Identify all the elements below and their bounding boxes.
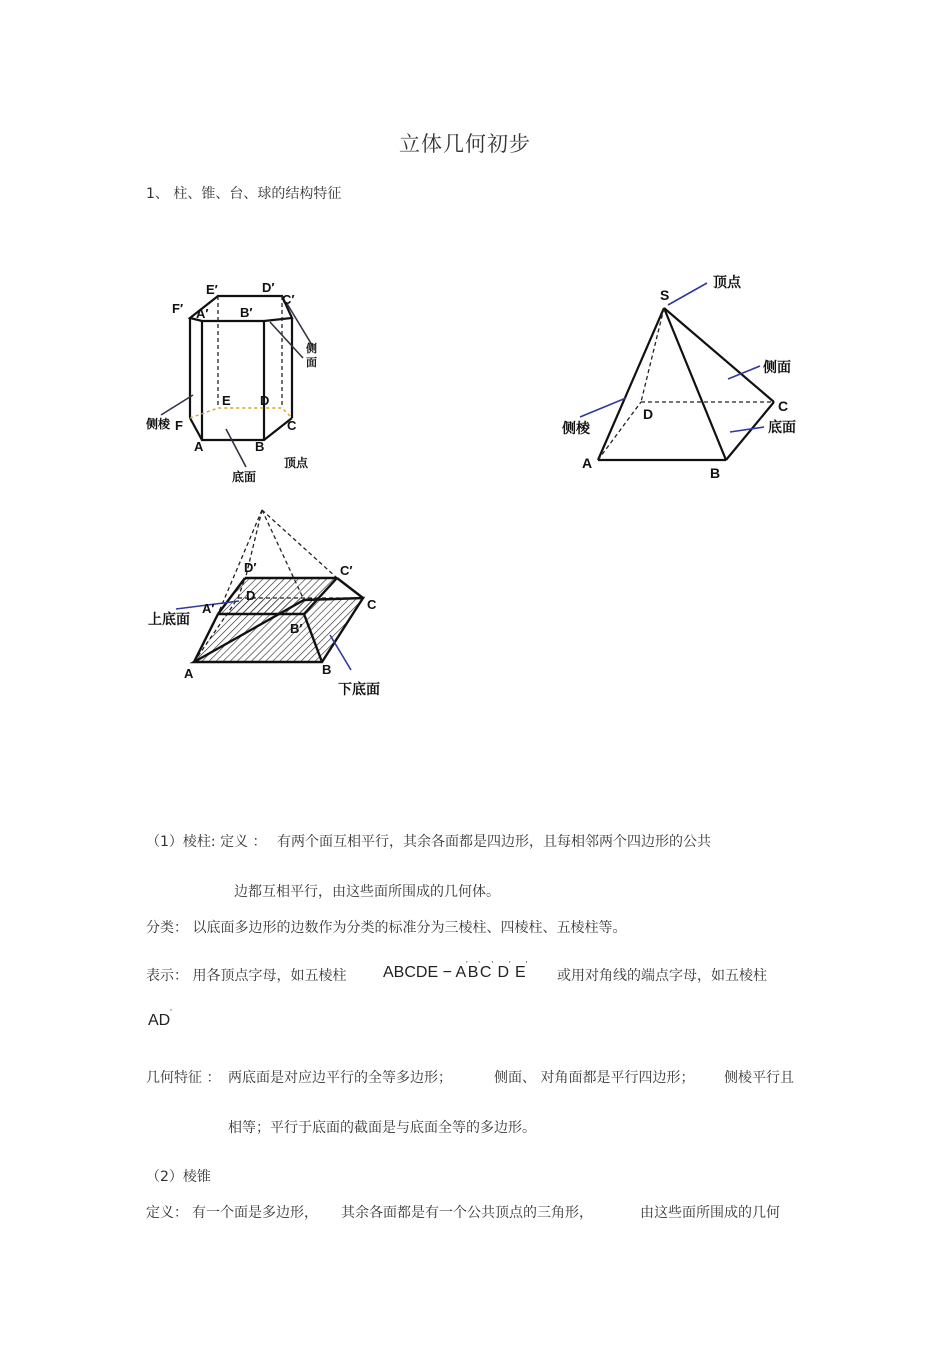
prism-feature-line2: 相等；平行于底面的截面是与底面全等的多边形。 [228, 1120, 536, 1136]
prime-mark: ' [491, 960, 493, 969]
prism-classification: 分类： 以底面多边形的边数作为分类的标准分为三棱柱、四棱柱、五棱柱等。 [146, 920, 627, 936]
frustum-label: B′ [290, 621, 303, 636]
pyramid-label: 顶点 [713, 275, 741, 291]
prism-feature-label: 几何特征 ： [146, 1070, 221, 1086]
prism-feature-b: 侧面、 对角面都是平行四边形； [494, 1070, 695, 1086]
pyramid-def-a: 有一个面是多边形， [192, 1205, 318, 1221]
prism-def-text: 有两个面互相平行，其余各面都是四边形，且每相邻两个四边形的公共 [276, 834, 711, 850]
pyramid-def-c: 由这些面所围成的几何 [640, 1205, 780, 1221]
prime-mark: ' [170, 1008, 172, 1017]
prism-notation-formula [383, 960, 528, 982]
formula-letter: B [467, 964, 479, 981]
prism-label: 底面 [232, 470, 257, 484]
pyramid-label: D [643, 406, 654, 422]
prism-feature-a: 两底面是对应边平行的全等多边形； [228, 1070, 452, 1086]
pyramid-label: 侧面 [763, 360, 791, 376]
pyramid-def-label: 定义： [146, 1205, 188, 1221]
section-heading: 1、 柱、锥、台、球的结构特征 [146, 186, 342, 202]
prime-mark: ' [466, 960, 468, 969]
prism-label: B′ [240, 305, 253, 320]
formula-letter: D [497, 964, 509, 981]
prism-label: D′ [262, 280, 275, 295]
frustum-figure [140, 500, 390, 710]
prism-label: C [287, 418, 297, 433]
prism-label: B [255, 439, 265, 454]
pyramid-labels [561, 274, 796, 481]
diag-letters: AD [148, 1012, 171, 1029]
pyramid-label: B [710, 465, 721, 481]
frustum-label: D [246, 588, 256, 603]
prism-feature-c: 侧棱平行且 [724, 1070, 794, 1086]
prime-mark: ' [525, 960, 528, 969]
prime-mark: ' [509, 960, 511, 969]
prism-label: 面 [306, 356, 317, 369]
prism-label: A [194, 439, 204, 454]
prism-label: F′ [172, 301, 184, 316]
frustum-label: B [322, 662, 332, 677]
prism-label: A′ [196, 306, 209, 321]
pyramid-label: 侧棱 [562, 421, 590, 437]
prism-notation-tail: 或用对角线的端点字母，如五棱柱 [557, 968, 767, 984]
prime-mark: ' [478, 960, 480, 969]
formula-head: ABCDE − A [383, 964, 467, 981]
frustum-label: 下底面 [338, 682, 380, 698]
prism-label: 侧棱 [146, 417, 171, 431]
pyramid-label: A [582, 455, 593, 471]
page-title: 立体几何初步 [399, 132, 531, 156]
prism-label: F [175, 418, 183, 433]
pyramid-def-b: 其余各面都是有一个公共顶点的三角形， [341, 1205, 593, 1221]
frustum-label: 上底面 [148, 612, 190, 628]
formula-letter: E [514, 964, 526, 981]
frustum-label: A [184, 666, 194, 681]
frustum-label: A′ [202, 601, 215, 616]
prism-label: C′ [282, 292, 295, 307]
prism-label: E [222, 393, 231, 408]
prism-label: 侧 [306, 342, 317, 355]
pyramid-figure [560, 270, 810, 485]
prism-diagonal-notation [148, 1008, 172, 1030]
prism-definition-line1 [146, 831, 711, 851]
frustum-label: D′ [244, 560, 257, 575]
prism-label: E′ [206, 282, 218, 297]
formula-letter: C [479, 964, 492, 981]
hexagonal-prism-figure [140, 270, 340, 490]
prism-definition-line2: 边都互相平行，由这些面所围成的几何体。 [234, 884, 500, 900]
frustum-label: C [367, 597, 377, 612]
prism-heading: （1）棱柱: 定义 ： [146, 834, 267, 850]
prism-label: 顶点 [284, 456, 309, 470]
pyramid-heading: （2）棱锥 [146, 1169, 211, 1185]
pyramid-label: 底面 [768, 420, 796, 436]
pyramid-label: S [660, 287, 670, 303]
prism-notation-label: 表示： 用各顶点字母，如五棱柱 [146, 968, 347, 984]
frustum-label: C′ [340, 563, 353, 578]
prism-label: D [260, 393, 270, 408]
pyramid-label: C [778, 398, 789, 414]
